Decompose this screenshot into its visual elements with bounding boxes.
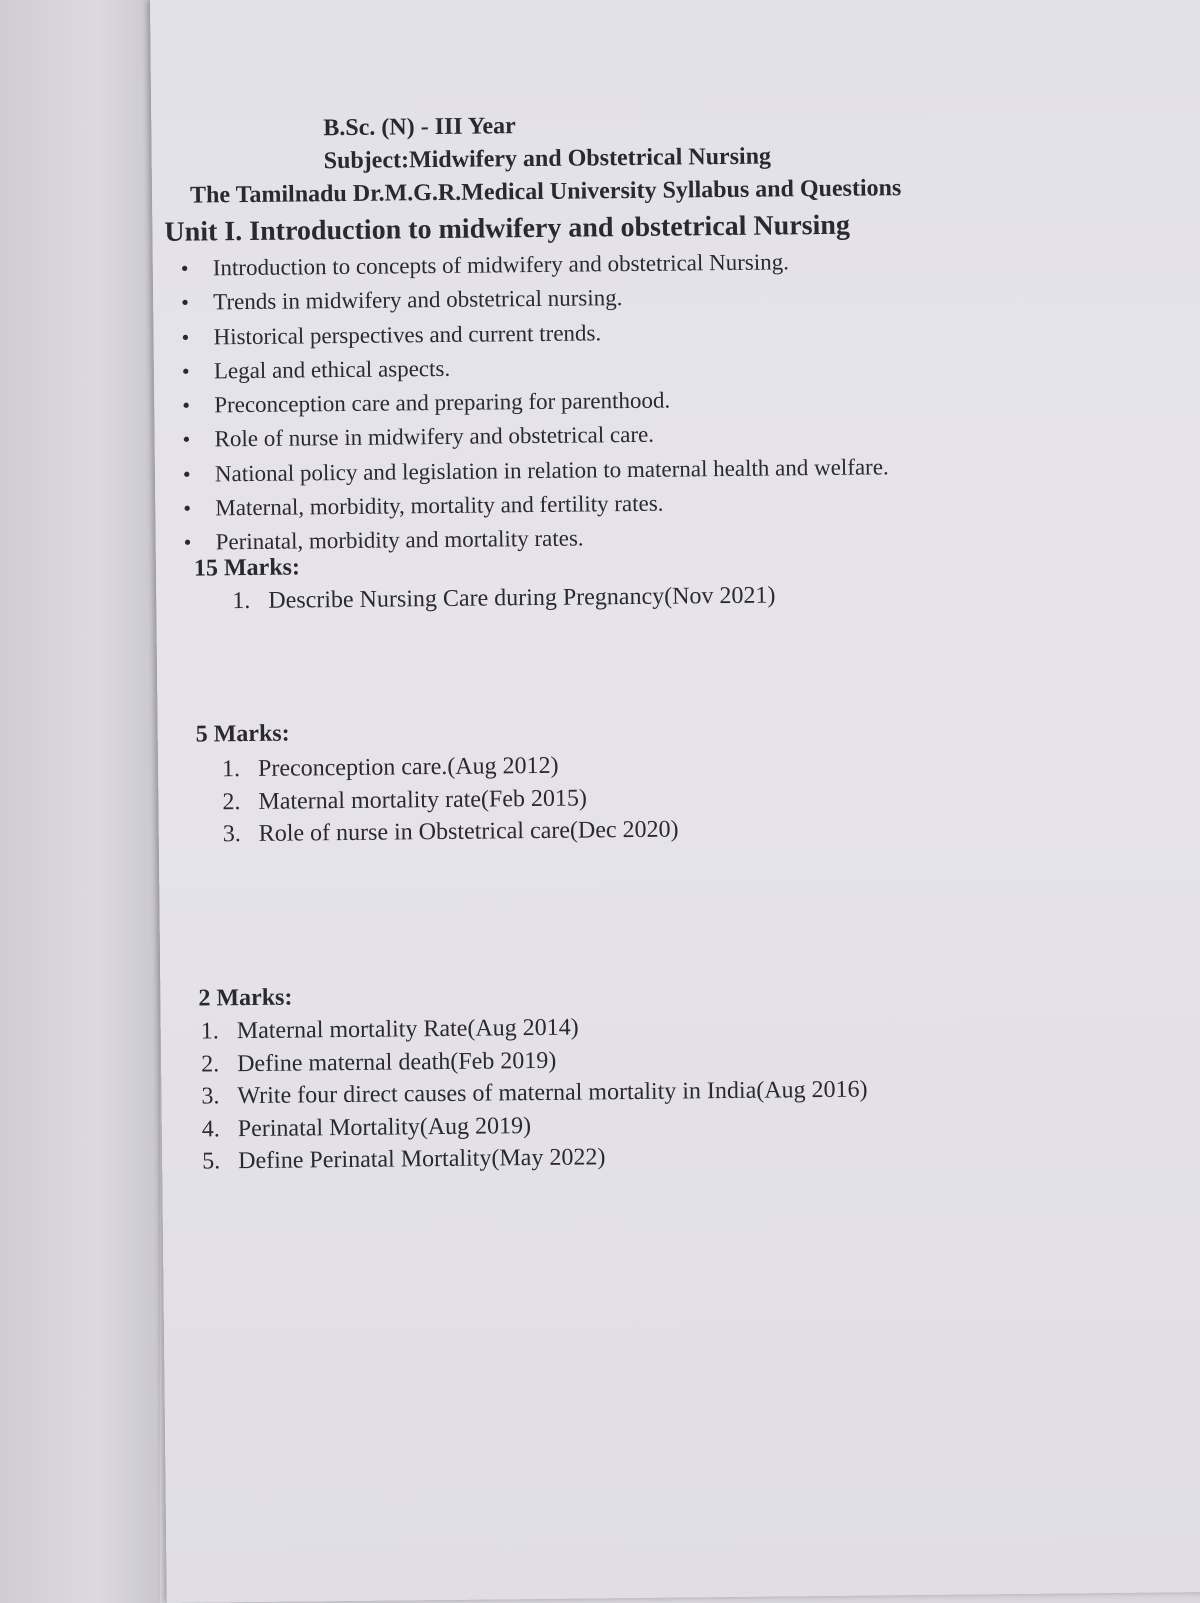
bullet-icon: • <box>183 529 192 556</box>
marks-2-questions <box>201 1009 869 1178</box>
list-item: • Preconception care and preparing for parenthood. <box>174 381 888 423</box>
list-item: 5. Define Perinatal Mortality(May 2022) <box>202 1144 606 1175</box>
list-item: 2. Maternal mortality rate(Feb 2015) <box>222 784 588 815</box>
list-item: • Maternal, morbidity, mortality and fertility rates. <box>175 484 889 526</box>
list-item: • Historical perspectives and current trends. <box>173 313 887 355</box>
marks-5-label: 5 Marks: <box>195 720 290 748</box>
topic-list <box>173 244 890 560</box>
list-item: • Introduction to concepts of midwifery and obstetrical Nursing. <box>173 244 887 286</box>
bullet-icon: • <box>182 392 191 418</box>
list-item: 1. Describe Nursing Care during Pregnancy(Nov 2021) <box>232 582 776 615</box>
course-heading: B.Sc. (N) - III Year <box>323 113 516 142</box>
list-item: 3. Write four direct causes of maternal mortality in India(Aug 2016) <box>201 1076 868 1110</box>
list-item: • Perinatal, morbidity and mortality rates. <box>176 519 890 561</box>
marks-5-questions <box>222 749 679 851</box>
bullet-icon: • <box>181 289 190 315</box>
list-item: 3. Role of nurse in Obstetrical care(Dec 2020) <box>222 816 679 848</box>
list-item: • Role of nurse in midwifery and obstetrical care. <box>174 416 888 458</box>
bullet-icon: • <box>182 461 191 487</box>
bullet-icon: • <box>182 427 191 453</box>
document-page <box>150 0 1200 1603</box>
facing-page-edge <box>0 0 160 1603</box>
bullet-icon: • <box>181 358 190 384</box>
list-item: • Trends in midwifery and obstetrical nursing. <box>173 279 887 321</box>
list-item: 4. Perinatal Mortality(Aug 2019) <box>201 1112 532 1143</box>
marks-15-questions <box>232 579 776 617</box>
unit-title: Unit I. Introduction to midwifery and obstetrical Nursing <box>164 209 851 248</box>
list-item: 2. Define maternal death(Feb 2019) <box>201 1047 557 1078</box>
bullet-icon: • <box>180 255 189 281</box>
marks-2-label: 2 Marks: <box>198 984 293 1012</box>
bullet-icon: • <box>183 495 192 521</box>
subject-heading: Subject:Midwifery and Obstetrical Nursing <box>323 143 772 175</box>
university-heading: The Tamilnadu Dr.M.G.R.Medical University Syllabus and Questions <box>189 175 902 209</box>
list-item: • National policy and legislation in relation to maternal health and welfare. <box>175 450 889 492</box>
list-item: • Legal and ethical aspects. <box>174 347 888 389</box>
list-item: 1. Maternal mortality Rate(Aug 2014) <box>200 1014 579 1045</box>
list-item: 1. Preconception care.(Aug 2012) <box>221 752 559 783</box>
bullet-icon: • <box>181 324 190 350</box>
marks-15-label: 15 Marks: <box>193 554 301 582</box>
